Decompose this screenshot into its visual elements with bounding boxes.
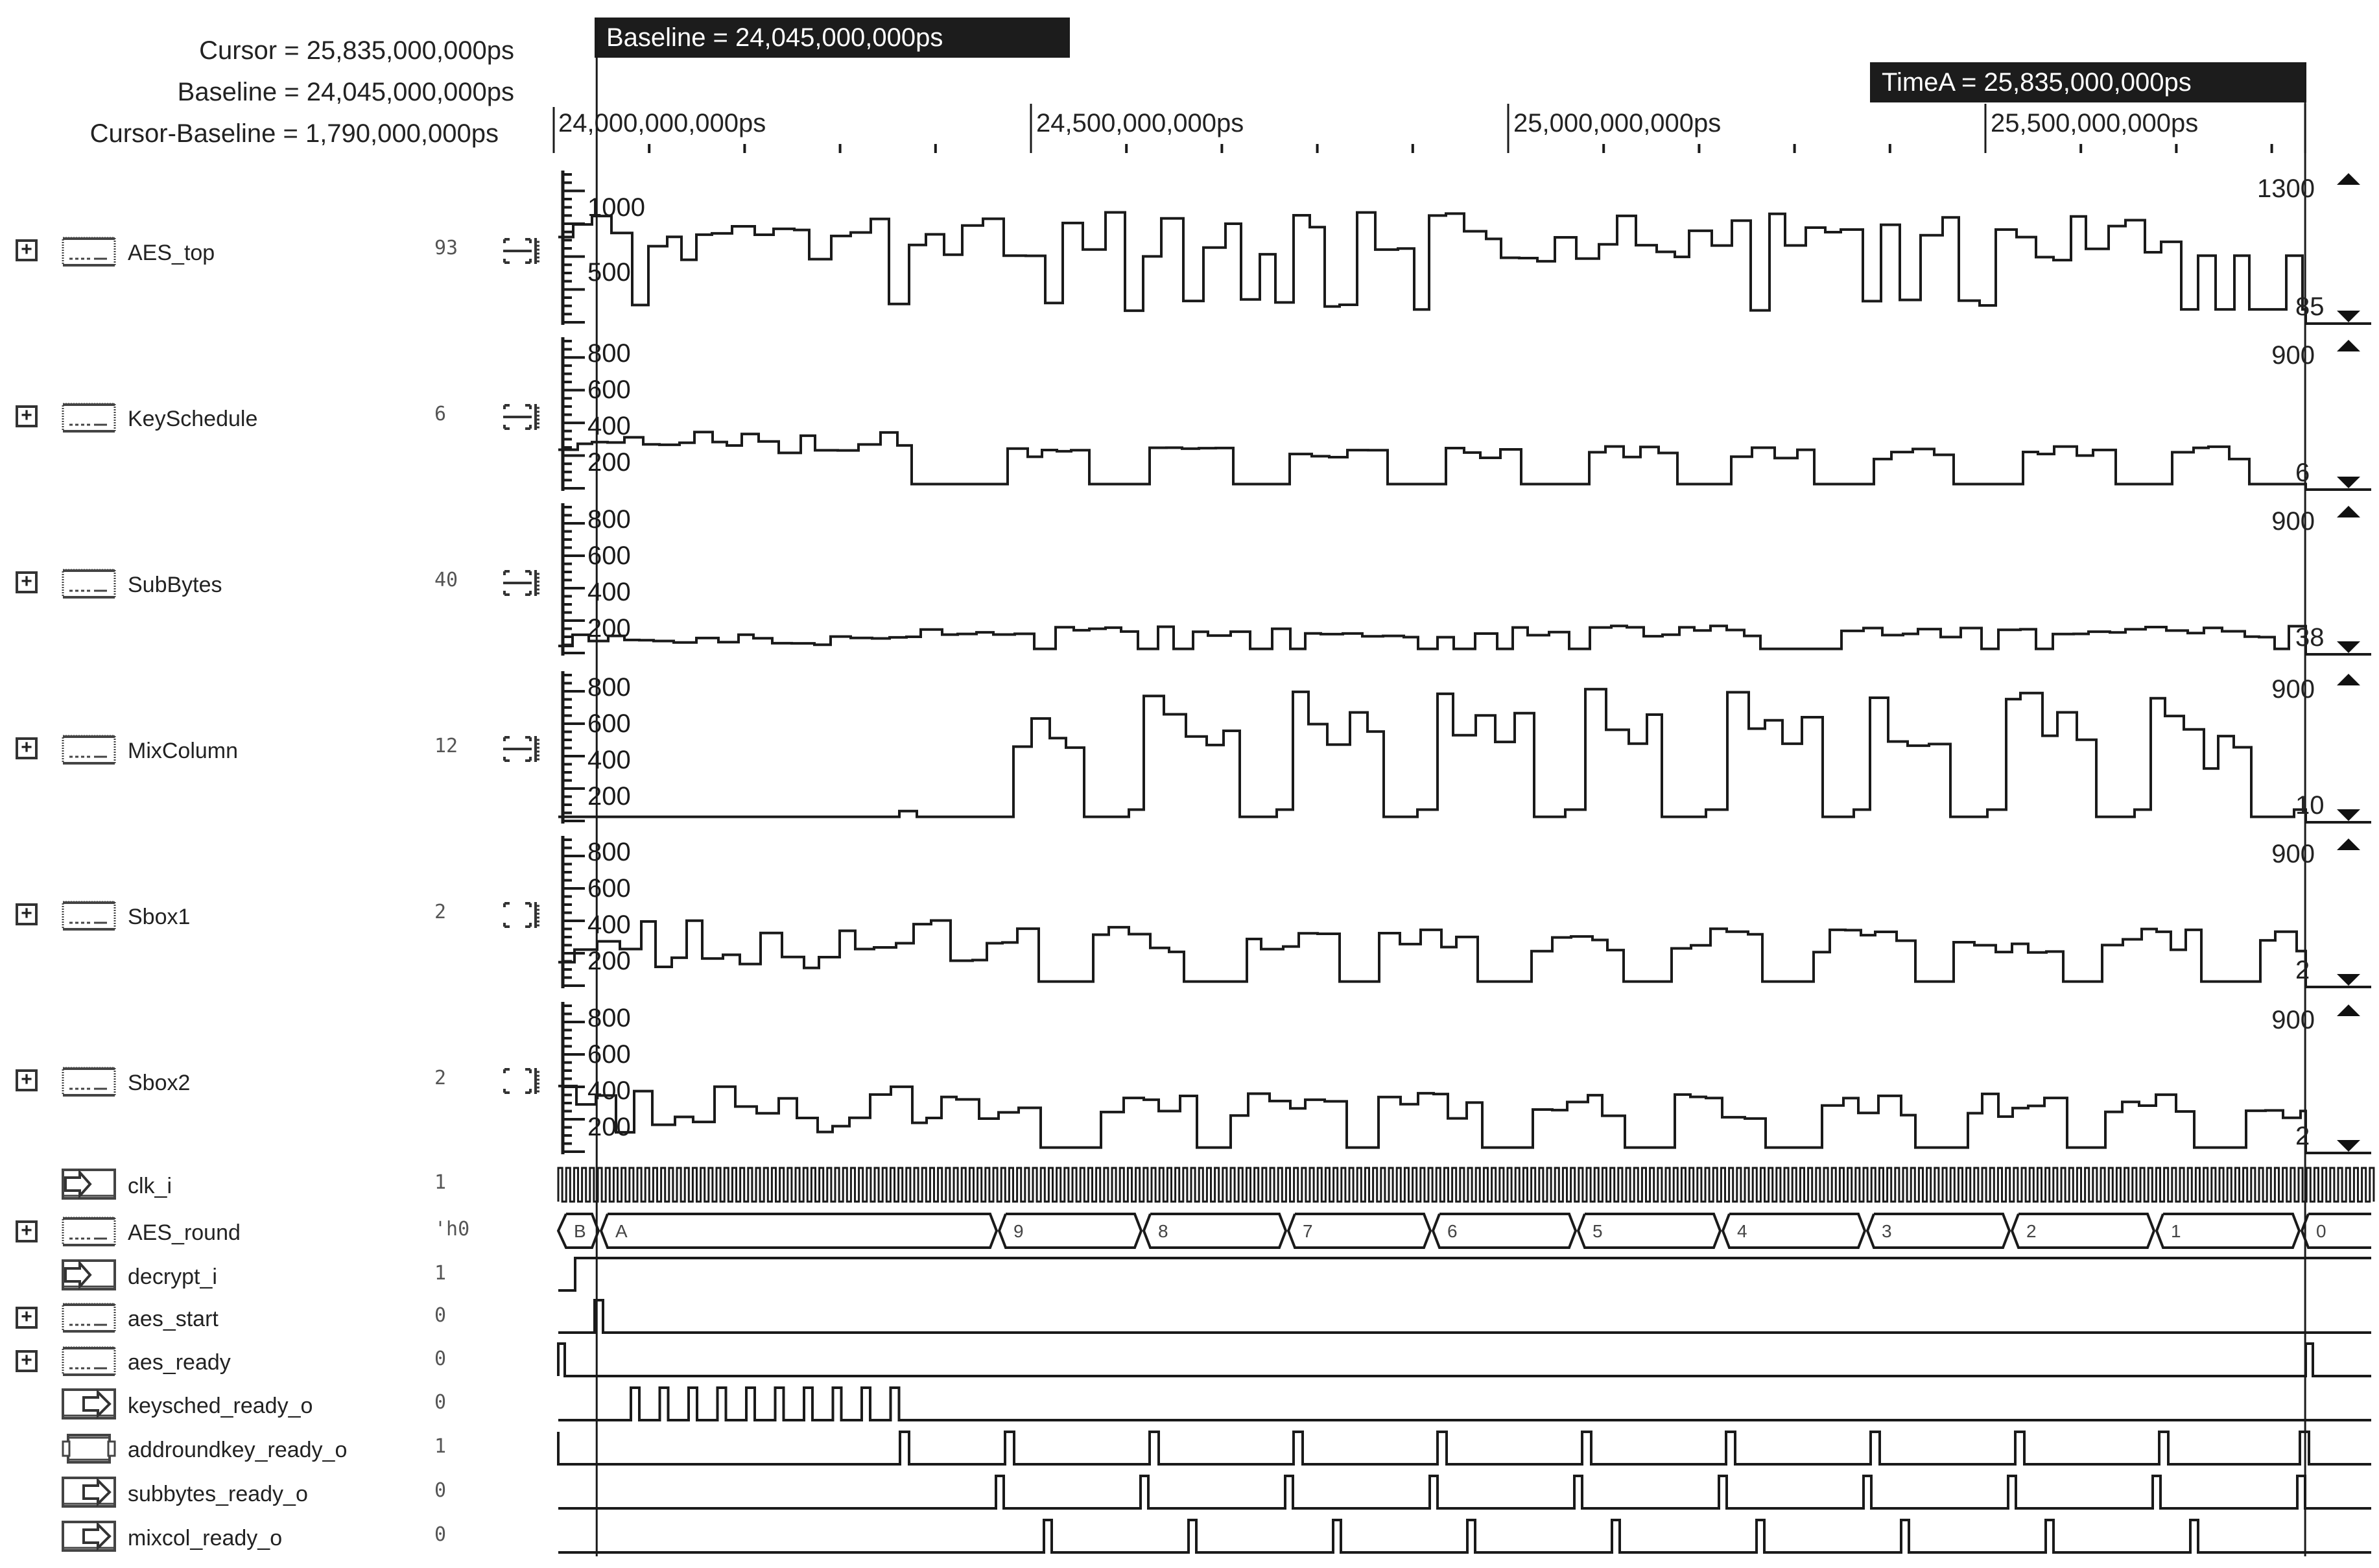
expand-plus-icon[interactable]: + bbox=[16, 405, 38, 427]
signal-row-subbytes_ready_o[interactable] bbox=[0, 1477, 558, 1509]
scale-down-arrow-icon[interactable] bbox=[2336, 971, 2361, 987]
signal-row-AES_top[interactable] bbox=[0, 235, 558, 268]
amplitude-tick-label: 800 bbox=[587, 1004, 631, 1032]
timeA-marker-flag[interactable]: TimeA = 25,835,000,000ps bbox=[1870, 62, 2306, 102]
signal-row-keysched_ready_o[interactable] bbox=[0, 1388, 558, 1421]
signal-name[interactable]: mixcol_ready_o bbox=[128, 1526, 283, 1550]
amplitude-tick-label: 200 bbox=[587, 614, 631, 643]
analog-trace-AES_top[interactable] bbox=[558, 171, 2360, 325]
signal-row-Sbox2[interactable] bbox=[0, 1065, 558, 1098]
axis-max-label: 900 bbox=[2271, 840, 2315, 868]
axis-min-label: 38 bbox=[2295, 623, 2325, 652]
bus-icon bbox=[62, 733, 116, 766]
bus-segment-value: 3 bbox=[1882, 1221, 1892, 1241]
signal-value: 0 bbox=[434, 1304, 447, 1327]
amplitude-tick-label: 1000 bbox=[587, 193, 645, 222]
scale-down-arrow-icon[interactable] bbox=[2336, 474, 2361, 490]
bus-segment-value: 0 bbox=[2316, 1221, 2326, 1241]
amplitude-tick-label: 200 bbox=[587, 782, 631, 811]
subbytes-ready-trace[interactable] bbox=[558, 1476, 2371, 1508]
bus-icon bbox=[62, 1215, 116, 1248]
signal-name[interactable]: SubBytes bbox=[128, 573, 222, 597]
keysched-ready-trace[interactable] bbox=[558, 1388, 2371, 1420]
bus-icon bbox=[62, 1301, 116, 1334]
cursor-readout: Cursor = 25,835,000,000ps bbox=[199, 36, 514, 65]
bus-icon bbox=[62, 235, 116, 268]
signal-row-clk_i[interactable] bbox=[0, 1169, 558, 1201]
scale-up-arrow-icon[interactable] bbox=[2336, 172, 2361, 187]
amplitude-tick-label: 600 bbox=[587, 1040, 631, 1069]
analog-trace-MixColumn[interactable] bbox=[558, 671, 2360, 824]
amplitude-tick-label: 800 bbox=[587, 339, 631, 368]
time-tick-label: 24,500,000,000ps bbox=[1036, 109, 1244, 137]
amplitude-tick-label: 600 bbox=[587, 874, 631, 903]
bus-segment-value: 2 bbox=[2026, 1221, 2037, 1241]
amplitude-tick-label: 400 bbox=[587, 578, 631, 606]
bus-segment-value: A bbox=[615, 1221, 628, 1241]
analog-scale-icon[interactable] bbox=[503, 237, 541, 265]
time-axis bbox=[554, 104, 2305, 153]
amplitude-tick-label: 400 bbox=[587, 910, 631, 939]
bus-segment-value: 6 bbox=[1447, 1221, 1458, 1241]
signal-row-addroundkey_ready_o[interactable] bbox=[0, 1432, 558, 1465]
bus-segment-value: 9 bbox=[1013, 1221, 1024, 1241]
amplitude-tick-label: 400 bbox=[587, 746, 631, 774]
signal-row-aes_start[interactable] bbox=[0, 1301, 558, 1334]
axis-max-label: 900 bbox=[2271, 341, 2315, 370]
decrypt-i-trace[interactable] bbox=[558, 1258, 2371, 1290]
axis-min-label: 2 bbox=[2295, 1122, 2310, 1150]
bus-icon bbox=[62, 1065, 116, 1098]
input-port-icon bbox=[62, 1259, 116, 1292]
input-port-icon bbox=[62, 1169, 116, 1201]
bus-icon bbox=[62, 567, 116, 600]
signal-value: 40 bbox=[434, 569, 458, 591]
expand-plus-icon[interactable]: + bbox=[16, 1220, 38, 1242]
signal-value: 0 bbox=[434, 1479, 447, 1502]
signal-value: 93 bbox=[434, 237, 458, 259]
signal-value: 1 bbox=[434, 1435, 447, 1458]
signal-value: 2 bbox=[434, 901, 447, 923]
analog-trace-SubBytes[interactable] bbox=[558, 503, 2360, 656]
signal-name[interactable]: Sbox2 bbox=[128, 1071, 191, 1095]
bus-segment-value: 8 bbox=[1158, 1221, 1168, 1241]
signal-row-decrypt_i[interactable] bbox=[0, 1259, 558, 1292]
scale-up-arrow-icon[interactable] bbox=[2336, 339, 2361, 354]
axis-min-label: 10 bbox=[2295, 791, 2325, 820]
signal-name[interactable]: subbytes_ready_o bbox=[128, 1482, 308, 1506]
scale-down-arrow-icon[interactable] bbox=[2336, 1137, 2361, 1153]
analog-trace-KeySchedule[interactable] bbox=[558, 337, 2360, 491]
bus-icon bbox=[62, 1345, 116, 1377]
axis-min-label: 6 bbox=[2295, 458, 2310, 487]
clk-trace[interactable] bbox=[558, 1168, 2374, 1202]
analog-scale-icon[interactable] bbox=[503, 569, 541, 597]
mixcol-ready-trace[interactable] bbox=[558, 1520, 2371, 1552]
expand-plus-icon[interactable]: + bbox=[16, 903, 38, 925]
aes-ready-trace[interactable] bbox=[558, 1344, 2371, 1376]
signal-row-mixcol_ready_o[interactable] bbox=[0, 1521, 558, 1553]
bus-segment-value: 5 bbox=[1592, 1221, 1603, 1241]
signal-name[interactable]: clk_i bbox=[128, 1174, 172, 1198]
bus-segment-value: 1 bbox=[2171, 1221, 2181, 1241]
time-tick-label: 24,000,000,000ps bbox=[558, 109, 766, 137]
amplitude-tick-label: 800 bbox=[587, 505, 631, 534]
signal-value: 12 bbox=[434, 735, 458, 757]
signal-name[interactable]: aes_start bbox=[128, 1307, 219, 1331]
axis-min-label: 85 bbox=[2295, 292, 2325, 321]
amplitude-tick-label: 200 bbox=[587, 947, 631, 975]
analog-trace-Sbox1[interactable] bbox=[558, 836, 2360, 988]
scale-down-arrow-icon[interactable] bbox=[2336, 639, 2361, 654]
bus-icon bbox=[62, 401, 116, 434]
signal-row-Sbox1[interactable] bbox=[0, 899, 558, 932]
expand-plus-icon[interactable]: + bbox=[16, 1069, 38, 1091]
signal-row-KeySchedule[interactable] bbox=[0, 401, 558, 434]
signal-name[interactable]: AES_top bbox=[128, 241, 215, 265]
analog-scale-icon[interactable] bbox=[503, 901, 541, 929]
signal-name[interactable]: KeySchedule bbox=[128, 407, 258, 431]
scale-up-arrow-icon[interactable] bbox=[2336, 1003, 2361, 1019]
expand-plus-icon[interactable]: + bbox=[16, 1350, 38, 1372]
scale-down-arrow-icon[interactable] bbox=[2336, 308, 2361, 324]
signal-name[interactable]: MixColumn bbox=[128, 739, 239, 763]
bus-segment-value: 4 bbox=[1737, 1221, 1747, 1241]
time-tick-label: 25,500,000,000ps bbox=[1991, 109, 2199, 137]
axis-max-label: 1300 bbox=[2257, 174, 2315, 203]
signal-value: 0 bbox=[434, 1523, 447, 1546]
signal-value: 2 bbox=[434, 1067, 447, 1089]
expand-plus-icon[interactable]: + bbox=[16, 737, 38, 759]
expand-plus-icon[interactable]: + bbox=[16, 239, 38, 261]
signal-value: 0 bbox=[434, 1348, 447, 1370]
baseline-readout: Baseline = 24,045,000,000ps bbox=[177, 78, 514, 106]
signal-value: 1 bbox=[434, 1171, 447, 1194]
bus-segment-value: 7 bbox=[1303, 1221, 1313, 1241]
cursor-baseline-delta-readout: Cursor-Baseline = 1,790,000,000ps bbox=[89, 119, 499, 148]
signal-row-MixColumn[interactable] bbox=[0, 733, 558, 766]
scale-up-arrow-icon[interactable] bbox=[2336, 837, 2361, 853]
aes-round-bus-trace[interactable] bbox=[558, 1214, 2371, 1248]
axis-max-label: 900 bbox=[2271, 1006, 2315, 1034]
amplitude-tick-label: 800 bbox=[587, 673, 631, 702]
analog-scale-icon[interactable] bbox=[503, 735, 541, 763]
scale-down-arrow-icon[interactable] bbox=[2336, 807, 2361, 822]
amplitude-tick-label: 600 bbox=[587, 375, 631, 404]
aes-start-trace[interactable] bbox=[558, 1300, 2371, 1333]
scale-up-arrow-icon[interactable] bbox=[2336, 672, 2361, 688]
scale-up-arrow-icon[interactable] bbox=[2336, 505, 2361, 520]
axis-min-label: 2 bbox=[2295, 956, 2310, 984]
signal-name[interactable]: addroundkey_ready_o bbox=[128, 1438, 348, 1462]
analog-scale-icon[interactable] bbox=[503, 1067, 541, 1095]
signal-row-AES_round[interactable] bbox=[0, 1215, 558, 1248]
expand-plus-icon[interactable]: + bbox=[16, 1307, 38, 1329]
amplitude-tick-label: 800 bbox=[587, 838, 631, 866]
output-port-icon bbox=[62, 1477, 116, 1509]
signal-name[interactable]: decrypt_i bbox=[128, 1265, 217, 1289]
bus-icon bbox=[62, 899, 116, 932]
amplitude-tick-label: 200 bbox=[587, 448, 631, 477]
signal-name[interactable]: Sbox1 bbox=[128, 905, 191, 929]
addroundkey-ready-trace[interactable] bbox=[558, 1432, 2371, 1464]
amplitude-tick-label: 600 bbox=[587, 709, 631, 738]
amplitude-tick-label: 200 bbox=[587, 1113, 631, 1141]
axis-max-label: 900 bbox=[2271, 507, 2315, 536]
signal-value: 'h0 bbox=[434, 1218, 470, 1241]
axis-max-label: 900 bbox=[2271, 675, 2315, 704]
amplitude-tick-label: 400 bbox=[587, 1076, 631, 1105]
expand-plus-icon[interactable]: + bbox=[16, 571, 38, 593]
amplitude-tick-label: 400 bbox=[587, 412, 631, 440]
amplitude-tick-label: 500 bbox=[587, 258, 631, 287]
output-port-icon bbox=[62, 1521, 116, 1553]
analog-trace-Sbox2[interactable] bbox=[558, 1002, 2360, 1154]
signal-row-aes_ready[interactable] bbox=[0, 1345, 558, 1377]
time-tick-label: 25,000,000,000ps bbox=[1513, 109, 1722, 137]
inout-port-icon bbox=[62, 1432, 116, 1465]
output-port-icon bbox=[62, 1388, 116, 1421]
signal-name[interactable]: aes_ready bbox=[128, 1350, 231, 1375]
signal-name[interactable]: AES_round bbox=[128, 1220, 241, 1245]
bus-segment-value: B bbox=[574, 1221, 586, 1241]
signal-row-SubBytes[interactable] bbox=[0, 567, 558, 600]
analog-scale-icon[interactable] bbox=[503, 403, 541, 431]
amplitude-tick-label: 600 bbox=[587, 541, 631, 570]
signal-value: 6 bbox=[434, 403, 447, 425]
signal-value: 1 bbox=[434, 1262, 447, 1285]
baseline-marker-flag[interactable]: Baseline = 24,045,000,000ps bbox=[595, 18, 1070, 58]
signal-value: 0 bbox=[434, 1391, 447, 1414]
signal-name[interactable]: keysched_ready_o bbox=[128, 1394, 313, 1418]
